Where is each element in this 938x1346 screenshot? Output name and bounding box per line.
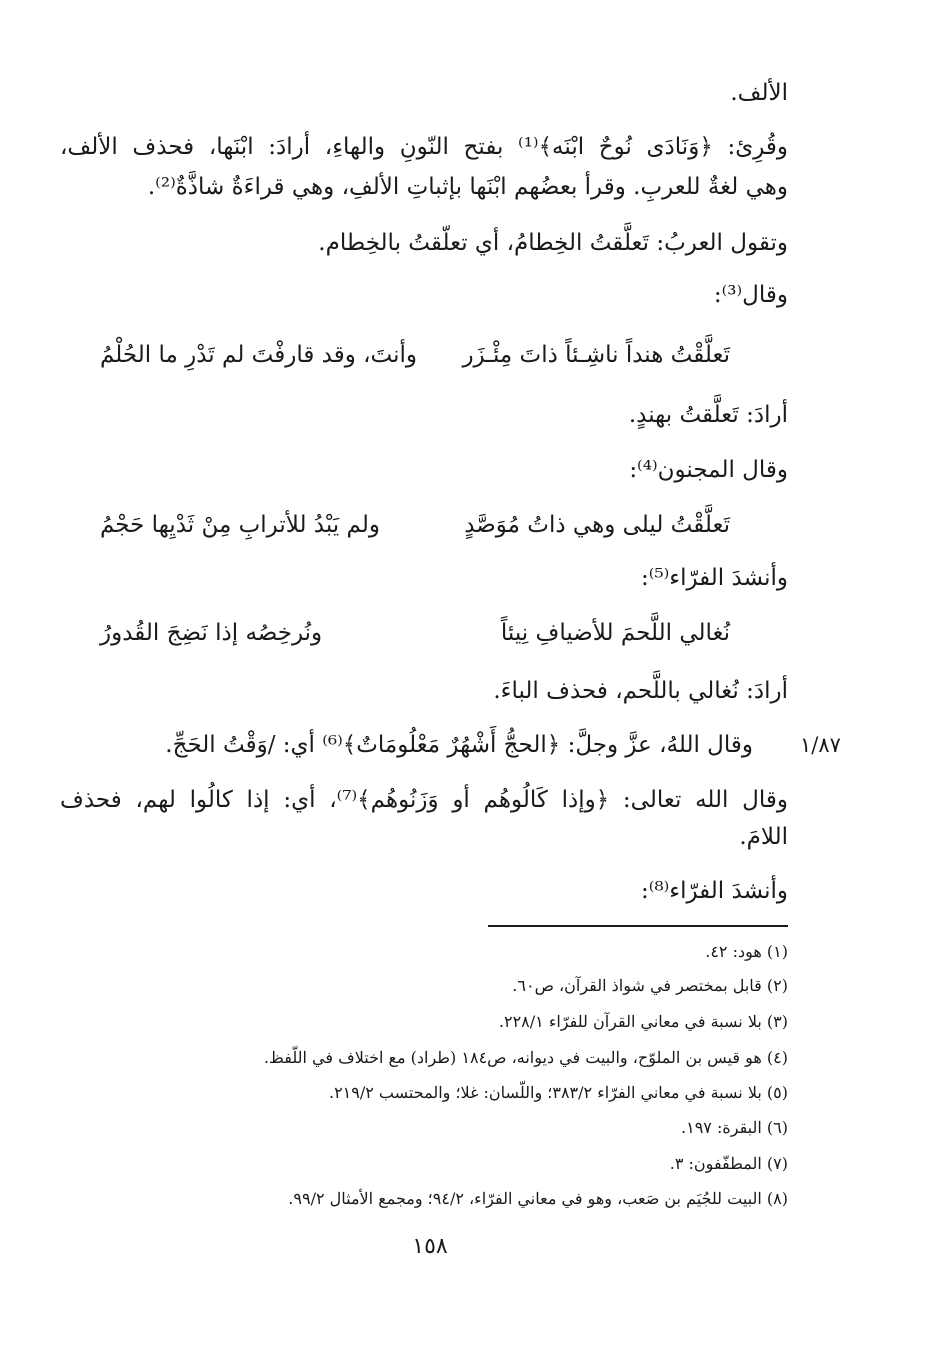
footnote-5: (٥) بلا نسبة في معاني الفرّاء ٣٨٣/٢؛ واللّسان: غلا؛ والمحتسب ٢١٩/٢. bbox=[328, 1083, 788, 1102]
footnote-1: (١) هود: ٤٢. bbox=[705, 942, 788, 961]
verse-1-second-hemistich: وأنتَ، وقد قارفْتَ لم تَدْرِ ما الحُلْمُ bbox=[100, 342, 418, 368]
text-line-6: أرادَ: تَعلَّقتُ بهندٍ. bbox=[628, 402, 788, 428]
footnote-3: (٣) بلا نسبة في معاني القرآن للفرّاء ٢٢٨/١. bbox=[498, 1012, 788, 1031]
verse-3-first-hemistich: نُغالي اللَّحمَ للأضيافِ نِيئاً bbox=[500, 620, 730, 646]
text-line-13: وأنشدَ الفرّاء⁽⁸⁾: bbox=[640, 878, 788, 904]
footnote-7: (٧) المطفّفون: ٣. bbox=[669, 1154, 788, 1173]
text-line-4: وتقول العربُ: تَعلَّقتُ الخِطامُ، أي تعلّقتُ بالخِطام. bbox=[318, 230, 788, 256]
text-line-3: وهي لغةٌ للعربِ. وقرأ بعضُهم ابْنَها بإثباتِ الألفِ، وهي قراءَةٌ شاذَّةٌ⁽²⁾. bbox=[147, 174, 788, 200]
footnote-8: (٨) البيت للجُيَم بن صَعب، وهو في معاني الفرّاء، ٩٤/٢؛ ومجمع الأمثال ٩٩/٢. bbox=[288, 1189, 788, 1208]
verse-1-first-hemistich: تَعلَّقْتُ هنداً ناشِـئاً ذاتَ مِئْـزَر bbox=[462, 342, 730, 368]
verse-2-second-hemistich: ولم يَبْدُ للأترابِ مِنْ ثَدْيِها حَجْمُ bbox=[100, 512, 380, 538]
footnote-6: (٦) البقرة: ١٩٧. bbox=[681, 1118, 788, 1137]
text-line-9: أرادَ: نُغالي باللَّحم، فحذف الباءَ. bbox=[493, 678, 788, 704]
footnote-4: (٤) هو قيس بن الملوّح، والبيت في ديوانه، ص١٨٤ (طراد) مع اختلاف في اللّفظ. bbox=[263, 1048, 788, 1067]
text-line-10: وقال اللهُ، عزَّ وجلَّ: ﴿الحجُّ أَشْهُرٌ مَعْلُومَاتٌ﴾⁽⁶⁾ أي: /وَقْتُ الحَجِّ. bbox=[165, 732, 753, 758]
text-line-7: وقال المجنون⁽⁴⁾: bbox=[629, 457, 788, 483]
verse-3-second-hemistich: ونُرخِصُه إذا نَضِجَ القُدورُ bbox=[100, 620, 323, 646]
text-line-11: وقال الله تعالى: ﴿وإذا كَالُوهُم أو وَزَنُوهُم﴾⁽⁷⁾، أي: إذا كالُوا لهم، فحذف bbox=[60, 787, 788, 813]
text-line-12: اللامَ. bbox=[739, 824, 788, 850]
page-number: ١٥٨ bbox=[412, 1234, 448, 1259]
footnote-divider bbox=[488, 925, 788, 927]
text-line-1: الألف. bbox=[730, 80, 788, 106]
footnote-2: (٢) قابل بمختصر في شواذ القرآن، ص٦٠. bbox=[512, 976, 788, 995]
text-line-5: وقال⁽³⁾: bbox=[713, 282, 788, 308]
verse-2-first-hemistich: تَعلَّقْتُ ليلى وهي ذاتُ مُوَصَّدٍ bbox=[464, 512, 730, 538]
margin-page-reference: ١/٨٧ bbox=[800, 733, 841, 757]
text-line-2: وقُرِئ: ﴿وَنَادَى نُوحٌ ابْنَه﴾⁽¹⁾ بفتح النّونِ والهاءِ، أرادَ: ابْنَها، فحذف الألف، bbox=[60, 134, 788, 160]
text-line-8: وأنشدَ الفرّاء⁽⁵⁾: bbox=[640, 565, 788, 591]
